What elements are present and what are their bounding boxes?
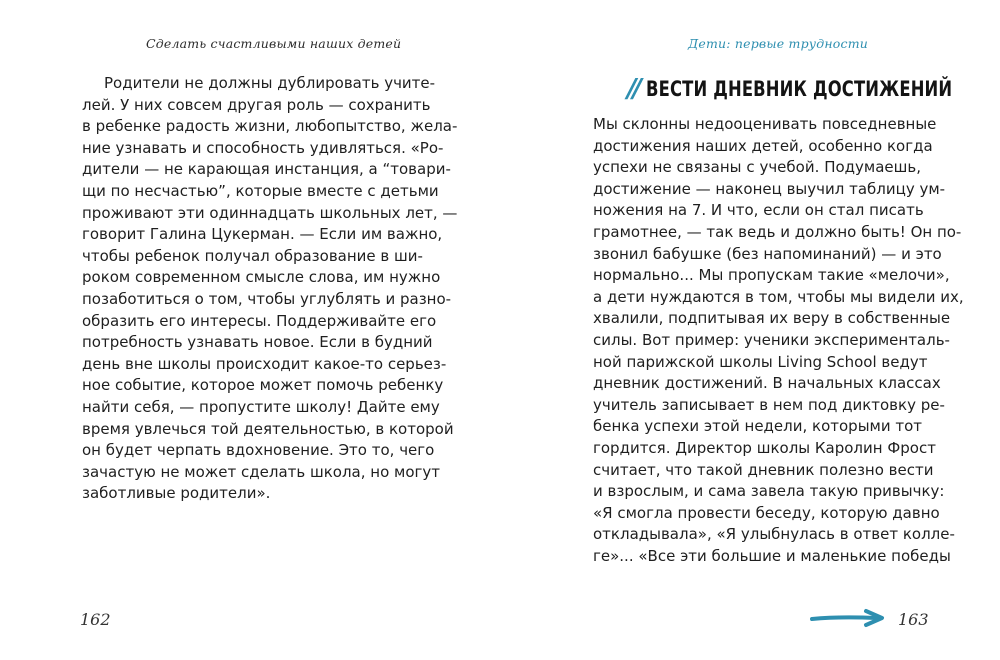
text-line: «Я смогла провести беседу, которую давно xyxy=(593,503,940,522)
text-line: звонил бабушке (без напоминаний) — и это xyxy=(593,244,942,263)
text-line: Родители не должны дублировать учите- xyxy=(104,74,436,92)
text-line: а дети нуждаются в том, чтобы мы видели их, xyxy=(593,287,964,306)
text-line: время увлечься той деятельностью, в которой xyxy=(82,419,454,438)
title-slashes: // xyxy=(627,74,638,104)
text-line: потребность узнавать новое. Если в будний xyxy=(82,333,433,352)
text-line: достижения наших детей, особенно когда xyxy=(593,136,933,155)
text-line: зачастую не может сделать школа, но могут xyxy=(82,462,441,481)
text-line: щи по несчастью”, которые вместе с детьми xyxy=(82,181,439,200)
text-line: гордится. Директор школы Каролин Фрост xyxy=(593,438,936,457)
running-header-right: Дети: первые трудности xyxy=(688,36,869,51)
text-line: дители — не карающая инстанция, а “товари- xyxy=(82,160,451,179)
text-line: и взрослым, и сама завела такую привычку: xyxy=(593,482,945,501)
text-line: ние узнавать и способность удивляться. «Ро- xyxy=(82,138,444,157)
text-line: образить его интересы. Поддерживайте его xyxy=(82,311,437,330)
text-line: найти себя, — пропустите школу! Дайте ему xyxy=(82,397,440,416)
text-line: позаботиться о том, чтобы углублять и разно- xyxy=(82,289,452,308)
text-line: проживают эти одиннадцать школьных лет, — xyxy=(82,203,458,222)
running-header-left: Сделать счастливыми наших детей xyxy=(146,36,402,51)
text-line: ной парижской школы Living School ведут xyxy=(593,352,928,371)
text-line: достижение — наконец выучил таблицу ум- xyxy=(593,179,946,198)
text-line: бенка успехи этой недели, которыми тот xyxy=(593,417,923,436)
text-line: нормально... Мы пропускам такие «мелочи», xyxy=(593,266,950,285)
section-title xyxy=(627,74,1000,104)
text-line: в ребенке радость жизни, любопытство, жела- xyxy=(82,117,458,136)
left-body-text xyxy=(82,73,458,505)
text-line: он будет черпать вдохновение. Это то, чего xyxy=(82,441,435,460)
text-line: хвалили, подпитывая их веру в собственные xyxy=(593,309,951,328)
text-line: грамотнее, — так ведь и должно быть! Он по- xyxy=(593,222,962,241)
text-line: успехи не связаны с учебой. Подумаешь, xyxy=(593,158,921,177)
right-body-text xyxy=(593,114,964,567)
text-line: заботливые родители». xyxy=(82,484,271,503)
right-arrow-icon xyxy=(810,608,888,628)
text-line: ге»... «Все эти большие и маленькие победы xyxy=(593,546,951,565)
text-line: Мы склонны недооценивать повседневные xyxy=(593,115,937,133)
text-line: считает, что такой дневник полезно вести xyxy=(593,460,934,479)
text-line: откладывала», «Я улыбнулась в ответ колле- xyxy=(593,525,955,544)
text-line: день вне школы происходит какое-то серьез- xyxy=(82,354,447,373)
section-title-text: ВЕСТИ ДНЕВНИК ДОСТИЖЕНИЙ xyxy=(646,77,953,101)
text-line: силы. Вот пример: ученики эксперименталь- xyxy=(593,330,950,349)
text-line: учитель записывает в нем под диктовку ре- xyxy=(593,395,945,414)
text-line: дневник достижений. В начальных классах xyxy=(593,374,941,393)
right-page xyxy=(500,0,1000,660)
text-line: ное событие, которое может помочь ребенку xyxy=(82,376,444,395)
text-line: лей. У них совсем другая роль — сохранить xyxy=(82,95,431,114)
text-line: говорит Галина Цукерман. — Если им важно, xyxy=(82,225,443,244)
page-number-right: 163 xyxy=(898,610,929,629)
text-line: чтобы ребенок получал образование в ши- xyxy=(82,246,423,265)
page-number-left: 162 xyxy=(80,610,111,629)
text-line: ножения на 7. И что, если он стал писать xyxy=(593,201,924,220)
text-line: роком современном смысле слова, им нужно xyxy=(82,268,441,287)
